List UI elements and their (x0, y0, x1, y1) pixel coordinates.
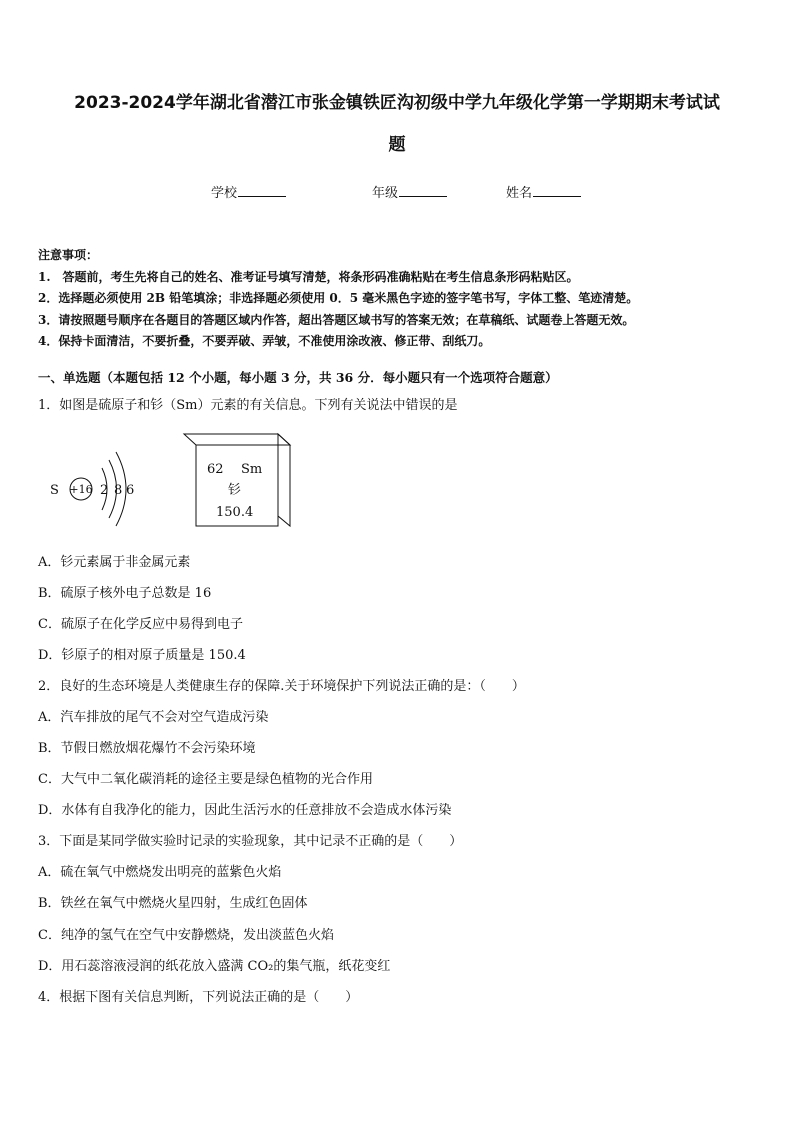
school-label: 学校 (211, 186, 238, 201)
name-blank[interactable] (533, 184, 581, 197)
atomic-mass: 150.4 (216, 505, 254, 520)
answer-option: B．节假日燃放烟花爆竹不会污染环境 (38, 741, 256, 756)
answer-option: C．硫原子在化学反应中易得到电子 (38, 617, 243, 632)
shell-electron-count: 8 (114, 483, 123, 498)
exam-title-line2: 题 (388, 135, 406, 155)
grade-blank[interactable] (399, 184, 447, 197)
answer-option: A．钐元素属于非金属元素 (38, 555, 191, 570)
answer-option: D．用石蕊溶液浸润的纸花放入盛满 CO₂的集气瓶，纸花变红 (38, 959, 391, 974)
answer-option: C．大气中二氧化碳消耗的途径主要是绿色植物的光合作用 (38, 772, 373, 787)
answer-option: C．纯净的氢气在空气中安静燃烧，发出淡蓝色火焰 (38, 928, 334, 943)
sulfur-symbol: S (50, 483, 59, 498)
name-label: 姓名 (506, 186, 533, 201)
school-blank[interactable] (238, 184, 286, 197)
notice-block (38, 245, 758, 353)
question-stem: 4．根据下图有关信息判断，下列说法正确的是（ ） (38, 990, 359, 1005)
element-box-top (184, 434, 290, 445)
element-symbol: Sm (241, 462, 263, 477)
question-stem: 1．如图是硫原子和钐（Sm）元素的有关信息。下列有关说法中错误的是 (38, 398, 458, 413)
notice-item: 2．选择题必须使用 2B 铅笔填涂；非选择题必须使用 0．5 毫米黑色字迹的签字笔书写，字体工整、笔迹清楚。 (38, 291, 639, 305)
question-stem: 3．下面是某同学做实验时记录的实验现象，其中记录不正确的是（ ） (38, 834, 463, 849)
answer-option: B．硫原子核外电子总数是 16 (38, 586, 212, 601)
answer-option: A．汽车排放的尾气不会对空气造成污染 (38, 710, 269, 725)
name-field[interactable] (506, 182, 581, 201)
notice-item: 3．请按照题号顺序在各题目的答题区域内作答，超出答题区域书写的答案无效；在草稿纸、试题卷上答题无效。 (38, 312, 635, 327)
notice-item: 4．保持卡面清洁，不要折叠，不要弄破、弄皱，不准使用涂改液、修正带、刮纸刀。 (38, 334, 491, 348)
element-name: 钐 (228, 483, 242, 498)
answer-option: D．钐原子的相对原子质量是 150.4 (38, 648, 246, 663)
atom-element-figure (40, 430, 300, 540)
grade-field[interactable] (372, 182, 447, 201)
notice-item: 1. 答题前，考生先将自己的姓名、准考证号填写清楚，将条形码准确粘贴在考生信息条形码粘贴区。 (38, 269, 579, 284)
atomic-number: 62 (207, 462, 224, 477)
grade-label: 年级 (372, 186, 399, 201)
answer-option: B．铁丝在氧气中燃烧火星四射，生成红色固体 (38, 896, 308, 911)
section-heading: 一、单选题（本题包括 12 个小题，每小题 3 分，共 36 分．每小题只有一个选项符合题意） (38, 370, 558, 385)
school-field[interactable] (211, 182, 286, 201)
shell-electron-count: 6 (126, 483, 135, 498)
element-box-side (278, 434, 290, 526)
answer-option: D．水体有自我净化的能力，因此生活污水的任意排放不会造成水体污染 (38, 803, 452, 818)
notice-heading: 注意事项： (38, 248, 99, 262)
shell-electron-count: 2 (100, 483, 109, 498)
exam-title-line1: 2023-2024学年湖北省潜江市张金镇铁匠沟初级中学九年级化学第一学期期末考试试 (74, 93, 720, 113)
sulfur-nucleus-charge: +16 (69, 483, 93, 496)
question-stem: 2．良好的生态环境是人类健康生存的保障.关于环境保护下列说法正确的是：（ ） (38, 679, 525, 694)
answer-option: A．硫在氧气中燃烧发出明亮的蓝紫色火焰 (38, 865, 282, 880)
